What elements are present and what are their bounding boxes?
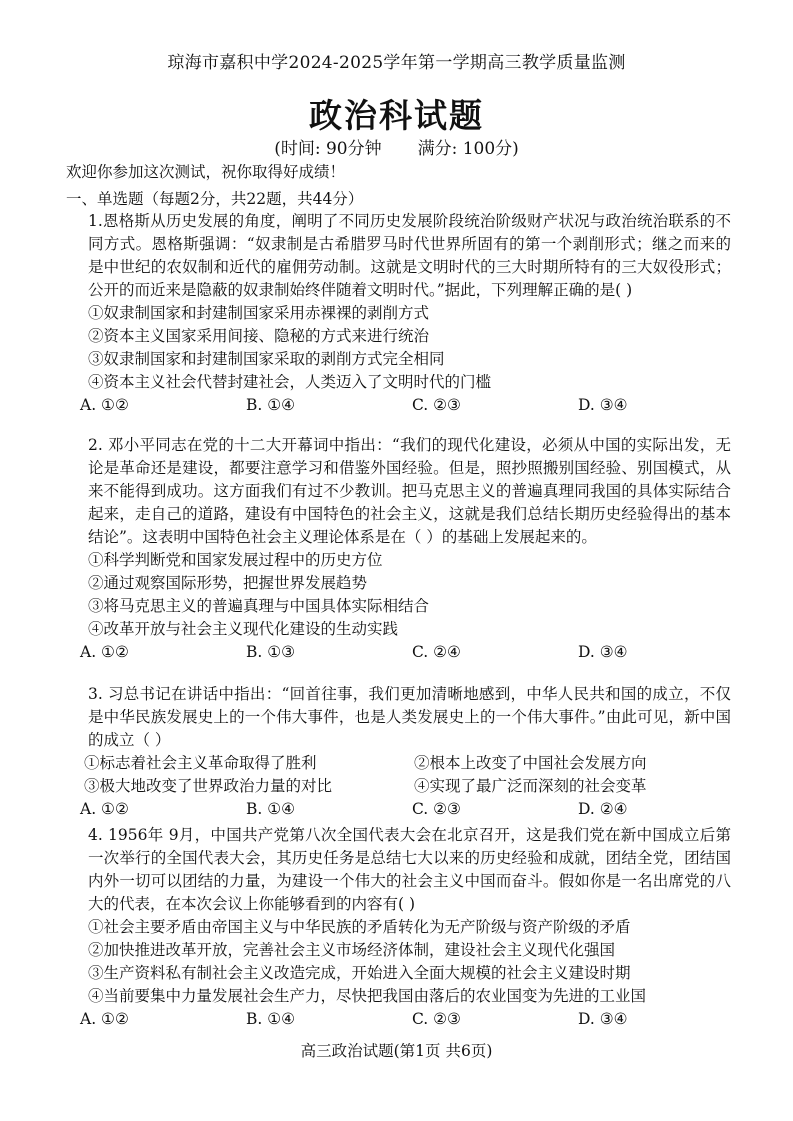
option-item: ②通过观察国际形势，把握世界发展趋势: [88, 574, 368, 592]
answer-c: C. ②③: [412, 1010, 461, 1028]
answer-d: D. ③④: [578, 1010, 628, 1028]
answer-choices: [66, 1008, 731, 1031]
answer-a: A. ①②: [80, 800, 129, 818]
option-item: ③将马克思主义的普遍真理与中国具体实际相结合: [88, 597, 430, 615]
answer-d: D. ③④: [578, 396, 628, 414]
question-2: [66, 434, 731, 664]
answer-b: B. ①④: [246, 396, 296, 414]
option-item: ③生产资料私有制社会主义改造完成，开始进入全面大规模的社会主义建设时期: [88, 964, 631, 982]
option-item: ④改革开放与社会主义现代化建设的生动实践: [88, 620, 399, 638]
answer-a: A. ①②: [80, 396, 129, 414]
answer-d: D. ②④: [578, 800, 628, 818]
page-footer: 高三政治试题(第1页 共6页): [300, 1042, 493, 1060]
option-item: ①标志着社会主义革命取得了胜利: [84, 754, 317, 772]
option-item: ②资本主义国家采用间接、隐秘的方式来进行统治: [88, 327, 430, 345]
exam-meta: [0, 134, 793, 159]
question-4: [66, 824, 731, 1031]
answer-b: B. ①④: [246, 800, 296, 818]
answer-b: B. ①③: [246, 643, 296, 661]
exam-title: 政治科试题: [309, 96, 484, 135]
answer-c: C. ②③: [412, 396, 461, 414]
answer-b: B. ①④: [246, 1010, 296, 1028]
option-item: ③奴隶制国家和封建制国家采取的剥削方式完全相同: [88, 350, 445, 368]
question-1: [66, 210, 731, 417]
option-item: ①社会主要矛盾由帝国主义与中华民族的矛盾转化为无产阶级与资产阶级的矛盾: [88, 918, 631, 936]
answer-d: D. ③④: [578, 643, 628, 661]
option-item: ②根本上改变了中国社会发展方向: [414, 754, 647, 772]
answer-choices: [66, 641, 731, 664]
question-stem: 3. 习总书记在讲话中指出：“回首往事，我们更加清晰地感到，中华人民共和国的成立，不仅是中华民族发展史上的一个伟大事件，也是人类发展史上的一个伟大事件。”由此可见，新中国的成立（ ）: [88, 685, 731, 749]
answer-a: A. ①②: [80, 1010, 129, 1028]
answer-choices: [66, 394, 731, 417]
question-stem: 2. 邓小平同志在党的十二大开幕词中指出：“我们的现代化建设，必须从中国的实际出发，无论是革命还是建设，都要注意学习和借鉴外国经验。但是，照抄照搬别国经验、别国模式，从来不能得到成功。这方面我们有过不少教训。把马克思主义的普遍真理同我国的具体实际结合起来，走自己的道路，建设有中国特色的社会主义，这就是我们总结长期历史经验得出的基本结论”。这表明中国特色社会主义理论体系是在（ ）的基础上发展起来的。: [88, 436, 731, 546]
question-stem: 1.恩格斯从历史发展的角度，阐明了不同历史发展阶段统治阶级财产状况与政治统治联系的不同方式。恩格斯强调：“奴隶制是古希腊罗马时代世界所固有的第一个剥削形式；继之而来的是中世纪的农奴制和近代的雇佣劳动制。这就是文明时代的三大时期所特有的三大奴役形式；公开的而近来是隐蔽的奴隶制始终伴随着文明时代。”据此，下列理解正确的是( ): [88, 212, 731, 299]
option-item: ④实现了最广泛而深刻的社会变革: [414, 777, 647, 795]
welcome-text: 欢迎你参加这次测试，祝你取得好成绩！: [66, 163, 346, 181]
exam-score: 满分: 100分): [417, 139, 519, 159]
option-item: ①科学判断党和国家发展过程中的历史方位: [88, 551, 383, 569]
answer-choices: [66, 798, 731, 821]
school-header: 琼海市嘉积中学2024-2025学年第一学期高三教学质量监测: [167, 53, 626, 73]
question-3: [66, 683, 731, 821]
answer-c: C. ②④: [412, 643, 461, 661]
option-item: ④资本主义社会代替封建社会，人类迈入了文明时代的门槛: [88, 373, 492, 391]
option-item: ①奴隶制国家和封建制国家采用赤裸裸的剥削方式: [88, 304, 430, 322]
option-grid: [66, 752, 731, 798]
answer-c: C. ②③: [412, 800, 461, 818]
question-stem: 4. 1956年 9月，中国共产党第八次全国代表大会在北京召开，这是我们党在新中国成立后第一次举行的全国代表大会，其历史任务是总结七大以来的历史经验和成就，团结全党，团结国内外一切可以团结的力量，为建设一个伟大的社会主义中国而奋斗。假如你是一名出席党的八大的代表，在本次会议上你能够看到的内容有( ): [88, 826, 731, 913]
option-item: ③极大地改变了世界政治力量的对比: [84, 777, 333, 795]
answer-a: A. ①②: [80, 643, 129, 661]
section-heading: 一、单选题（每题2分，共22题，共44分）: [66, 190, 364, 208]
exam-time: (时间: 90分钟: [274, 139, 382, 159]
option-item: ②加快推进改革开放，完善社会主义市场经济体制，建设社会主义现代化强国: [88, 941, 616, 959]
option-item: ④当前要集中力量发展社会生产力，尽快把我国由落后的农业国变为先进的工业国: [88, 987, 647, 1005]
